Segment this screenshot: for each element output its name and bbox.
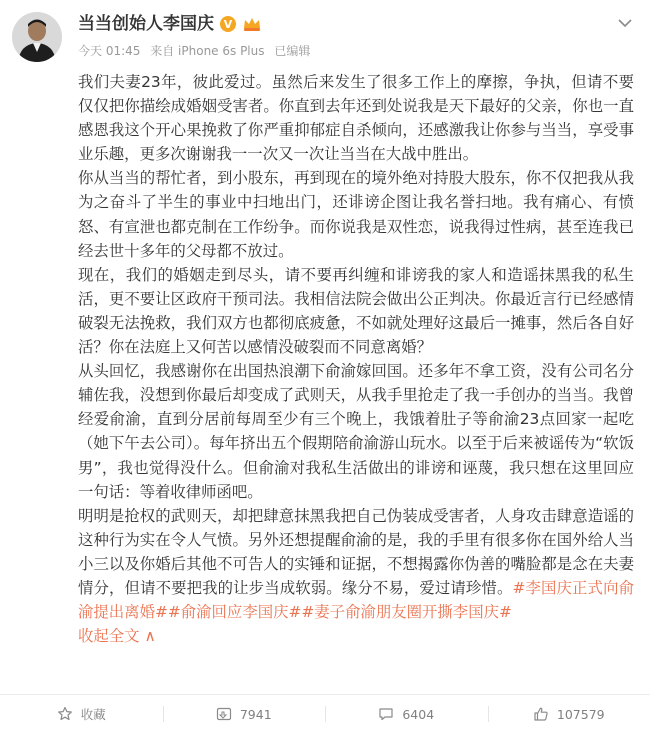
hashtag-link[interactable]: #妻子俞渝朋友圈开撕李国庆# (301, 603, 512, 622)
post-source: 来自 iPhone 6s Plus (150, 44, 265, 58)
post-paragraph: 我们夫妻23年，彼此爱过。虽然后来发生了很多工作上的摩擦，争执，但请不要仅仅把你描绘成婚姻受害者。你直到去年还到处说我是天下最好的父亲，你也一直感恩我这个开心果挽救了你严重抑郁症自杀倾向，还感激我让你参与当当，享受事业乐趣，更多次谢谢我一一次又一次让当当在大战中胜出。 (78, 73, 634, 164)
post-edited-status[interactable]: 已编辑 (274, 44, 311, 58)
favorite-button[interactable] (0, 698, 163, 730)
author-header (78, 12, 262, 36)
comment-icon (378, 706, 394, 722)
avatar-photo (12, 12, 62, 62)
comment-button[interactable] (325, 698, 488, 730)
post-paragraph-last (78, 504, 634, 624)
chevron-up-icon: ∧ (144, 627, 156, 646)
post-content (78, 70, 634, 648)
like-button[interactable] (488, 698, 650, 730)
hashtag-link[interactable]: #俞渝回应李国庆# (167, 603, 302, 622)
divider (0, 694, 650, 695)
thumbs-up-icon (533, 706, 549, 722)
avatar[interactable] (12, 12, 62, 62)
star-icon (57, 706, 73, 722)
post-paragraph-text: 明明是抢权的武则天，却把肆意抹黑我把自己伪装成受害者，人身攻击肆意造谣的这种行为实在令人气愤。另外还想提醒俞渝的是，我的手里有很多你在国外给人当小三以及你婚后其他不可告人的实锤和证据，不想揭露你伪善的嘴脸都是念在夫妻情分，但请不要把我的让步当成软弱。缘分不易，爱过请珍惜。 (78, 506, 634, 597)
post-paragraph: 你从当当的帮忙者，到小股东，再到现在的境外绝对持股大股东，你不仅把我从我为之奋斗了半生的事业中扫地出门，还诽谤企图让我名誉扫地。我有痛心、有愤怒、有宣泄也都克制在工作纷争。而你说我是双性恋，说我得过性病，甚至连我已经去世十多年的父母都不放过。 (78, 169, 634, 260)
like-count: 107579 (556, 706, 605, 722)
collapse-text-button[interactable] (78, 624, 156, 648)
author-name[interactable]: 当当创始人李国庆 (78, 14, 214, 34)
repost-count: 7941 (239, 706, 272, 722)
repost-icon (216, 706, 232, 722)
vip-crown-icon (242, 16, 262, 32)
repost-button[interactable] (163, 698, 326, 730)
post-time[interactable]: 今天 01:45 (78, 44, 141, 58)
verified-badge-icon: V (220, 16, 236, 32)
hashtag-link[interactable]: #李国庆正式向俞渝提出离婚# (78, 578, 634, 622)
post-paragraph: 现在，我们的婚姻走到尽头，请不要再纠缠和诽谤我的家人和造谣抹黑我的私生活，更不要让区政府干预司法。我相信法院会做出公正判决。你最近言行已经感情破裂无法挽救，我们双方也都彻底疲惫，不如就处理好这最后一摊事，然后各自好活？你在法庭上又何苦以感情没破裂而不同意离婚？ (78, 265, 634, 357)
more-options-button[interactable] (614, 12, 636, 34)
chevron-down-icon (618, 19, 632, 28)
action-bar (0, 698, 650, 730)
favorite-label: 收藏 (80, 707, 106, 722)
collapse-label: 收起全文 (78, 627, 140, 646)
comment-count: 6404 (402, 706, 435, 722)
post-meta (78, 42, 316, 59)
post-paragraph: 从头回忆，我感谢你在出国热浪潮下俞渝嫁回国。还多年不拿工资，没有公司名分辅佐我，没想到你最后却变成了武则天，从我手里抢走了我一手创办的当当。我曾经爱俞渝，直到分居前每周至少有三个晚上，我饿着肚子等俞渝23点回家一起吃（她下午去公司）。每年挤出五个假期陪俞渝游山玩水。以至于后来被谣传为“软饭男”，我也觉得没什么。但俞渝对我私生活做出的诽谤和诬蔑，我只想在这里回应一句话：等着收律师函吧。 (78, 362, 634, 501)
